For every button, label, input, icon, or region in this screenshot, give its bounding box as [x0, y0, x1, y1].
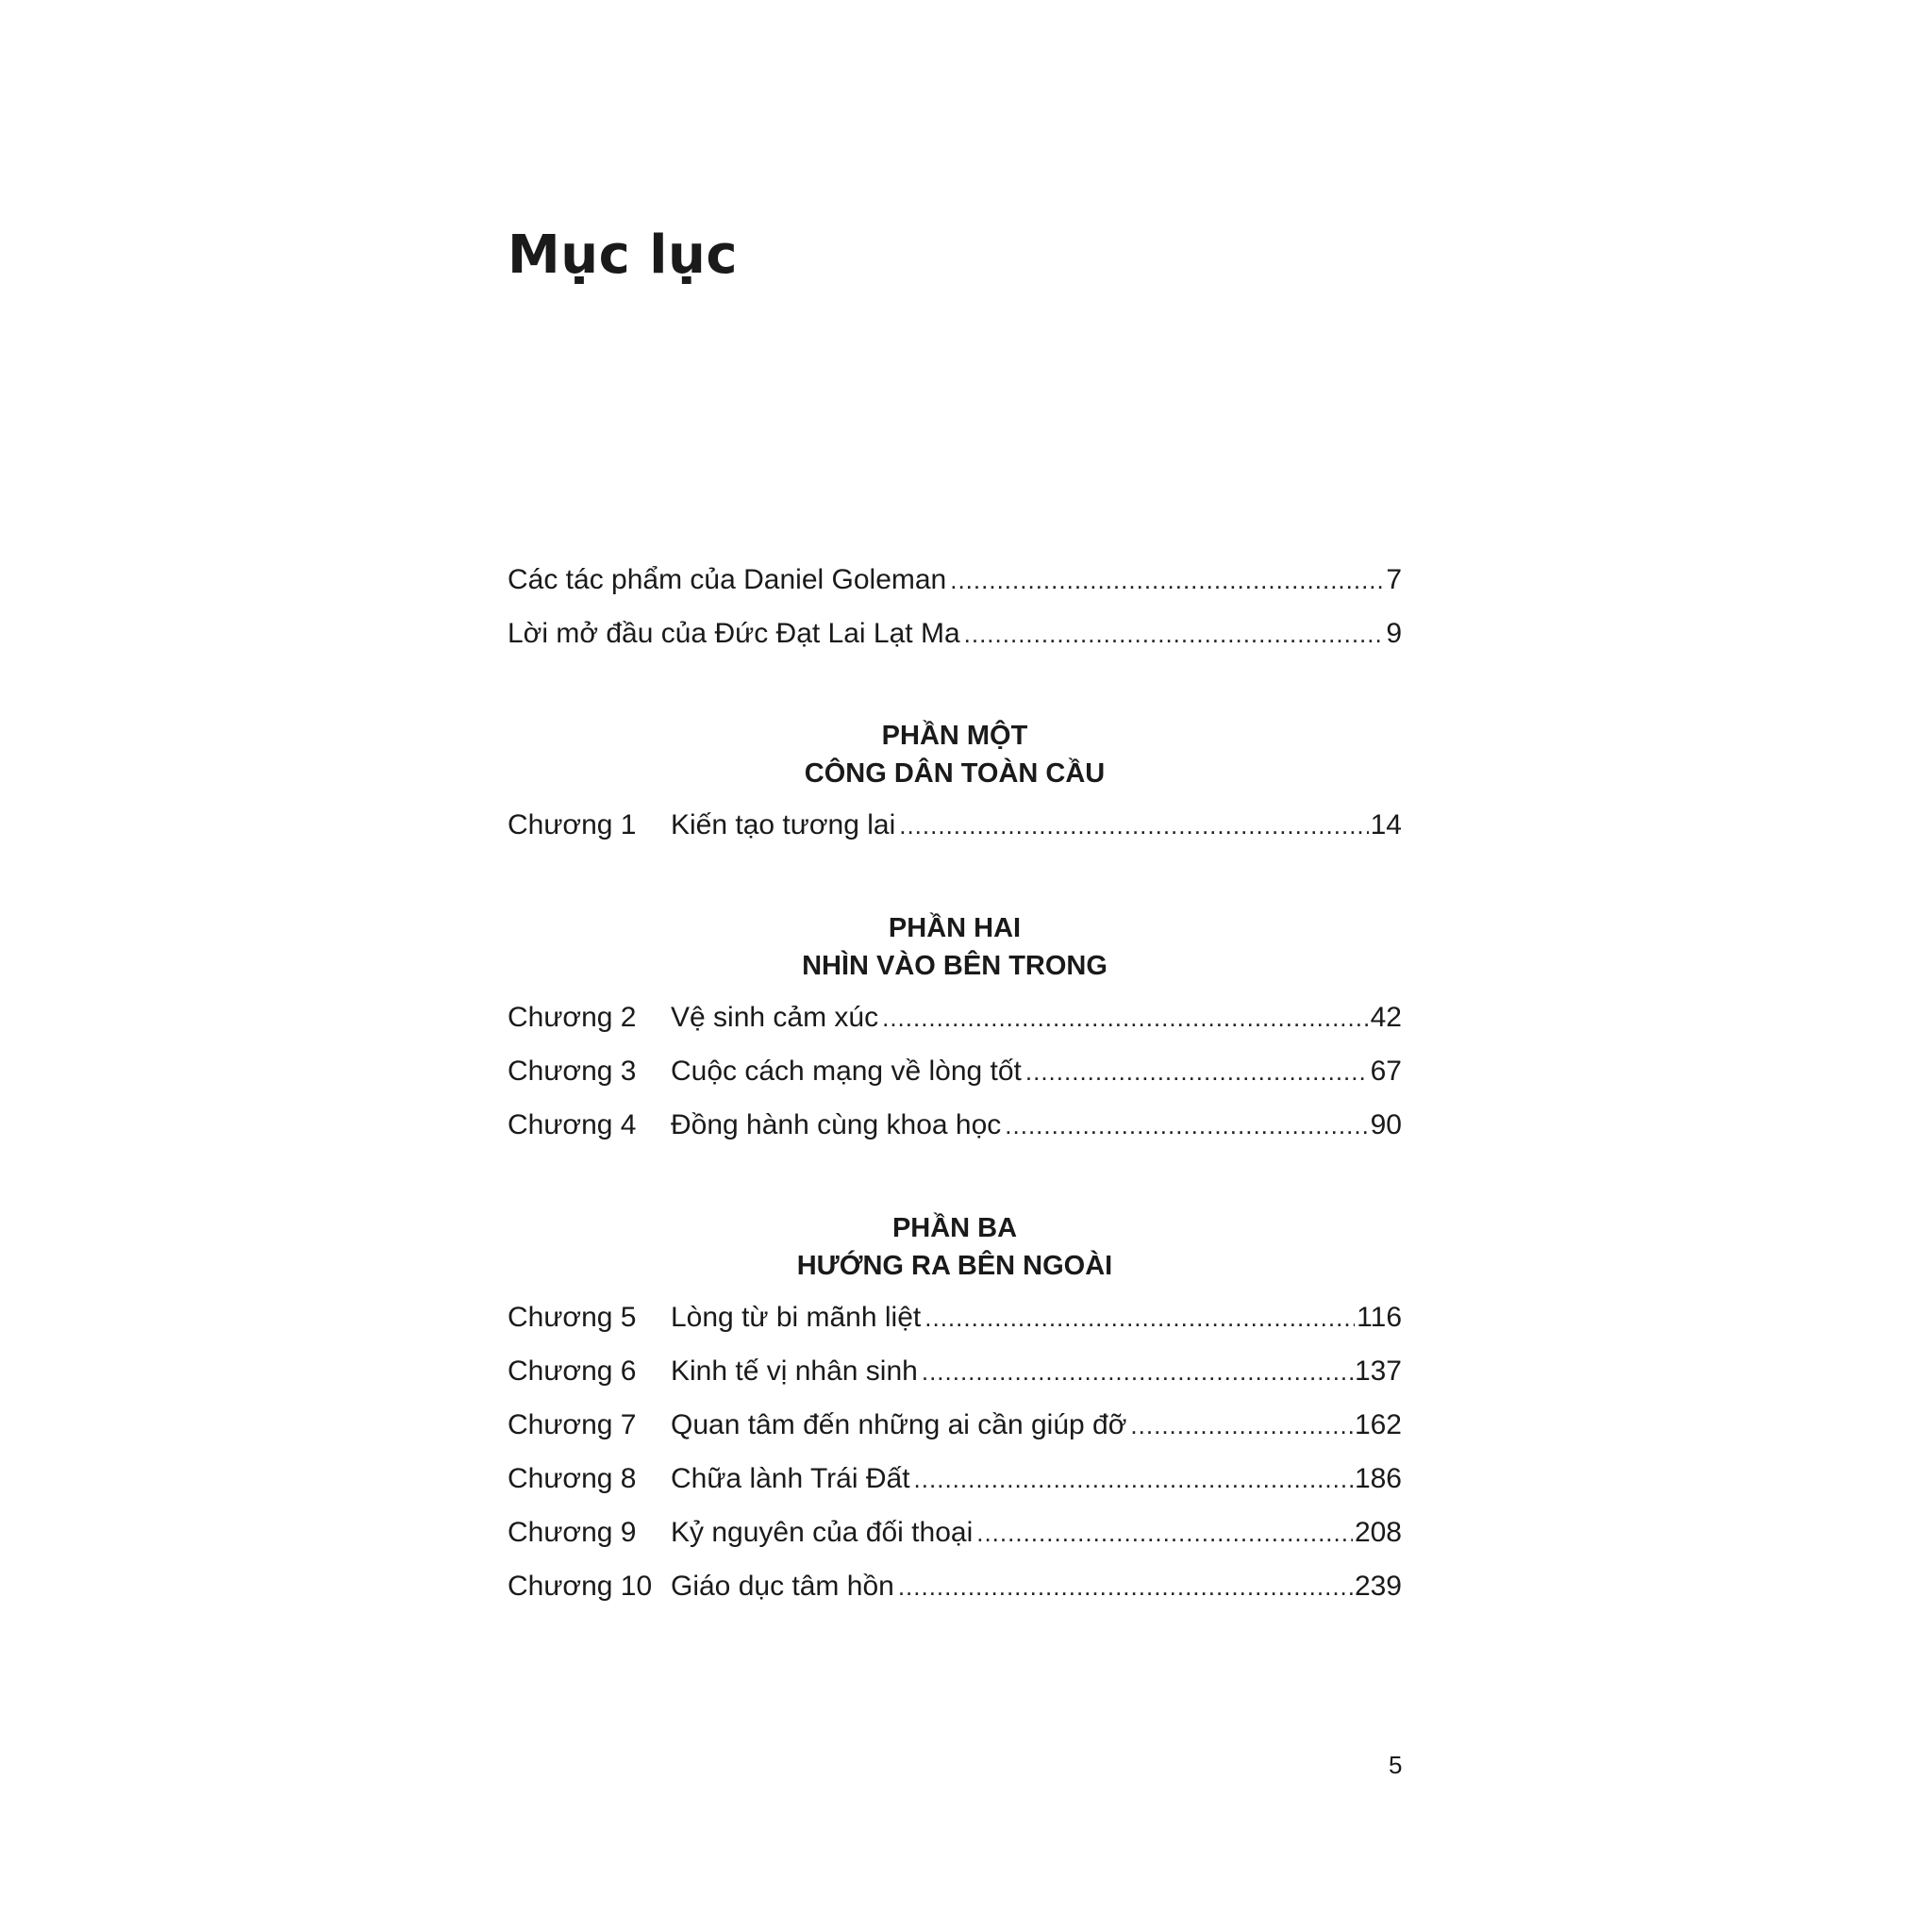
chapter-label: Chương 3 — [508, 1056, 637, 1087]
dot-leader — [898, 1572, 1353, 1602]
chapter-label: Chương 5 — [508, 1302, 637, 1333]
chapter-page-number: 186 — [1354, 1463, 1402, 1494]
chapter-title: Đồng hành cùng khoa học — [671, 1109, 1002, 1140]
part-name: HƯỚNG RA BÊN NGOÀI — [796, 1251, 1113, 1281]
toc-entry-chapter-6[interactable] — [508, 1356, 1402, 1393]
chapter-label: Chương 10 — [508, 1571, 653, 1602]
chapter-title: Giáo dục tâm hồn — [671, 1571, 894, 1602]
dot-leader — [1025, 1057, 1369, 1087]
part-name: CÔNG DÂN TOÀN CẦU — [804, 758, 1106, 789]
toc-entry-chapter-2[interactable] — [508, 1002, 1402, 1040]
part-label: PHẦN HAI — [888, 913, 1022, 943]
chapter-page-number: 239 — [1354, 1571, 1402, 1602]
dot-leader — [976, 1519, 1353, 1548]
chapter-title: Vệ sinh cảm xúc — [671, 1002, 879, 1033]
chapter-page-number: 90 — [1370, 1109, 1402, 1140]
chapter-title: Kỷ nguyên của đối thoại — [671, 1517, 974, 1548]
toc-entry-chapter-4[interactable] — [508, 1109, 1402, 1147]
entry-page-number: 7 — [1386, 564, 1402, 595]
part-label: PHẦN MỘT — [881, 721, 1028, 751]
chapter-title: Quan tâm đến những ai cần giúp đỡ — [671, 1409, 1127, 1440]
chapter-page-number: 14 — [1370, 809, 1402, 840]
chapter-label: Chương 7 — [508, 1409, 637, 1440]
dot-leader — [882, 1004, 1369, 1033]
entry-title: Các tác phẩm của Daniel Goleman — [508, 564, 947, 595]
part-label: PHẦN BA — [891, 1213, 1018, 1243]
toc-entry-front-1[interactable] — [508, 564, 1402, 602]
toc-entry-front-2[interactable] — [508, 618, 1402, 656]
chapter-page-number: 162 — [1354, 1409, 1402, 1440]
dot-leader — [1005, 1111, 1368, 1140]
dot-leader — [899, 811, 1368, 840]
chapter-label: Chương 9 — [508, 1517, 637, 1548]
chapter-label: Chương 6 — [508, 1356, 637, 1387]
dot-leader — [1130, 1411, 1353, 1440]
toc-entry-chapter-5[interactable] — [508, 1302, 1402, 1339]
chapter-title: Cuộc cách mạng về lòng tốt — [671, 1056, 1022, 1087]
chapter-page-number: 208 — [1354, 1517, 1402, 1548]
chapter-title: Lòng từ bi mãnh liệt — [671, 1302, 922, 1333]
chapter-label: Chương 8 — [508, 1463, 637, 1494]
page-number: 5 — [1389, 1751, 1403, 1779]
dot-leader — [964, 620, 1385, 649]
chapter-title: Kiến tạo tương lai — [671, 809, 896, 840]
dot-leader — [922, 1357, 1353, 1387]
toc-entry-chapter-7[interactable] — [508, 1409, 1402, 1447]
toc-entry-chapter-3[interactable] — [508, 1056, 1402, 1093]
chapter-label: Chương 4 — [508, 1109, 637, 1140]
chapter-page-number: 42 — [1370, 1002, 1402, 1033]
chapter-page-number: 67 — [1370, 1056, 1402, 1087]
toc-entry-chapter-8[interactable] — [508, 1463, 1402, 1501]
entry-title: Lời mở đầu của Đức Đạt Lai Lạt Ma — [508, 618, 960, 649]
chapter-label: Chương 1 — [508, 809, 637, 840]
toc-entry-chapter-1[interactable] — [508, 809, 1402, 847]
entry-page-number: 9 — [1386, 618, 1402, 649]
chapter-page-number: 116 — [1357, 1302, 1402, 1333]
dot-leader — [950, 566, 1384, 595]
chapter-title: Kinh tế vị nhân sinh — [671, 1356, 918, 1387]
part-name: NHÌN VÀO BÊN TRONG — [802, 951, 1108, 981]
chapter-label: Chương 2 — [508, 1002, 637, 1033]
chapter-title: Chữa lành Trái Đất — [671, 1463, 910, 1494]
page-title: Mục lục — [508, 225, 739, 286]
toc-entry-chapter-10[interactable] — [508, 1571, 1402, 1608]
dot-leader — [914, 1465, 1353, 1494]
toc-entry-chapter-9[interactable] — [508, 1517, 1402, 1555]
chapter-page-number: 137 — [1354, 1356, 1402, 1387]
dot-leader — [924, 1304, 1355, 1333]
